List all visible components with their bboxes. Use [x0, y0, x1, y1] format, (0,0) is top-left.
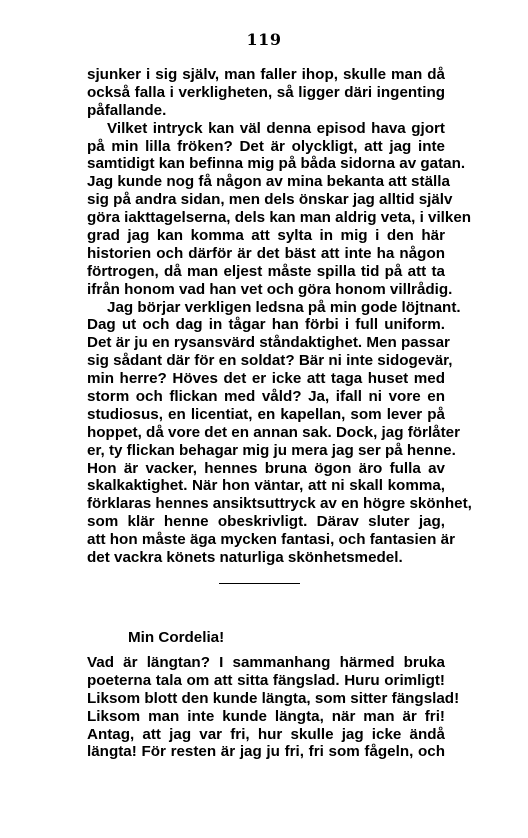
- text-line: hoppet, då vore det en annan sak. Dock, jag förlåter: [87, 423, 461, 441]
- text-block-letter: [87, 654, 460, 761]
- text-line: min herre? Höves det er icke att taga huset med: [87, 370, 445, 388]
- section-divider: [219, 583, 300, 584]
- text-line: Liksom man inte kunde längta, när man är fri!: [87, 707, 445, 725]
- text-line: Vilket intryck kan väl denna episod hava gjort: [107, 119, 445, 137]
- text-line: längta! För resten är jag ju fri, fri som fågeln, och: [87, 743, 445, 761]
- paragraph-2: [87, 119, 472, 299]
- paragraph-1: [87, 66, 445, 120]
- text-line: Jag börjar verkligen ledsna på min gode löjtnant.: [107, 298, 461, 316]
- text-line: Antag, att jag var fri, hur skulle jag icke ändå: [87, 725, 445, 743]
- text-line: Det är ju en rysansvärd ståndaktighet. Men passar: [87, 334, 450, 352]
- text-line: samtidigt kan befinna mig på båda sidorna av gatan.: [87, 155, 466, 173]
- text-line: påfallande.: [87, 101, 167, 119]
- text-block-upper: [87, 66, 472, 567]
- text-line: förklaras hennes ansiktsuttryck av en högre skönhet,: [87, 495, 472, 513]
- text-line: sig på andra sidan, men dels önskar jag alltid själv: [87, 191, 453, 209]
- text-line: Jag kunde nog få någon av mina bekanta att ställa: [87, 173, 450, 191]
- text-line: Dag ut och dag in tågar han förbi i full uniform.: [87, 316, 445, 334]
- text-line: skalkaktighet. När hon väntar, att ni skall komma,: [87, 477, 445, 495]
- text-line: på min lilla fröken? Det är olyckligt, att jag inte: [87, 137, 445, 155]
- text-line: studiosus, en licentiat, en kapellan, som lever på: [87, 405, 445, 423]
- text-line: sig sådant där för en soldat? Bär ni inte sidogevär,: [87, 352, 453, 370]
- page-number: 119: [246, 30, 282, 49]
- text-line: er, ty flickan behagar mig ju mera jag ser på henne.: [87, 441, 456, 459]
- text-line: också falla i verkligheten, så ligger däri ingenting: [87, 83, 445, 101]
- text-line: poeterna tala om att sitta fängslad. Huru orimligt!: [87, 671, 445, 689]
- text-line: göra iakttagelserna, dels kan man aldrig veta, i vilken: [87, 209, 472, 227]
- text-line: förtrogen, då man eljest måste spilla tid på att ta: [87, 262, 445, 280]
- text-line: att hon måste äga mycken fantasi, och fantasien är: [87, 531, 455, 549]
- text-line: ifrån honom vad han vet och göra honom villrådig.: [87, 280, 453, 298]
- text-line: Vad är längtan? I sammanhang härmed bruka: [87, 654, 445, 671]
- text-line: Liksom blott den kunde längta, som sitter fängslad!: [87, 689, 460, 707]
- text-line: sjunker i sig själv, man faller ihop, skulle man då: [87, 66, 445, 83]
- text-line: grad jag kan komma att sylta in mig i den här: [87, 227, 445, 245]
- text-line: Hon är vacker, hennes bruna ögon äro fulla av: [87, 459, 445, 477]
- letter-salutation: Min Cordelia!: [128, 629, 225, 646]
- text-line: som klär henne obeskrivligt. Därav sluter jag,: [87, 513, 445, 531]
- paragraph-4: [87, 654, 460, 761]
- text-line: det vackra könets naturliga skönhetsmedel.: [87, 549, 403, 567]
- paragraph-3: [87, 298, 472, 567]
- text-line: storm och flickan med våld? Ja, ifall ni vore en: [87, 388, 445, 406]
- text-line: historien och därför är det bäst att inte ha någon: [87, 244, 445, 262]
